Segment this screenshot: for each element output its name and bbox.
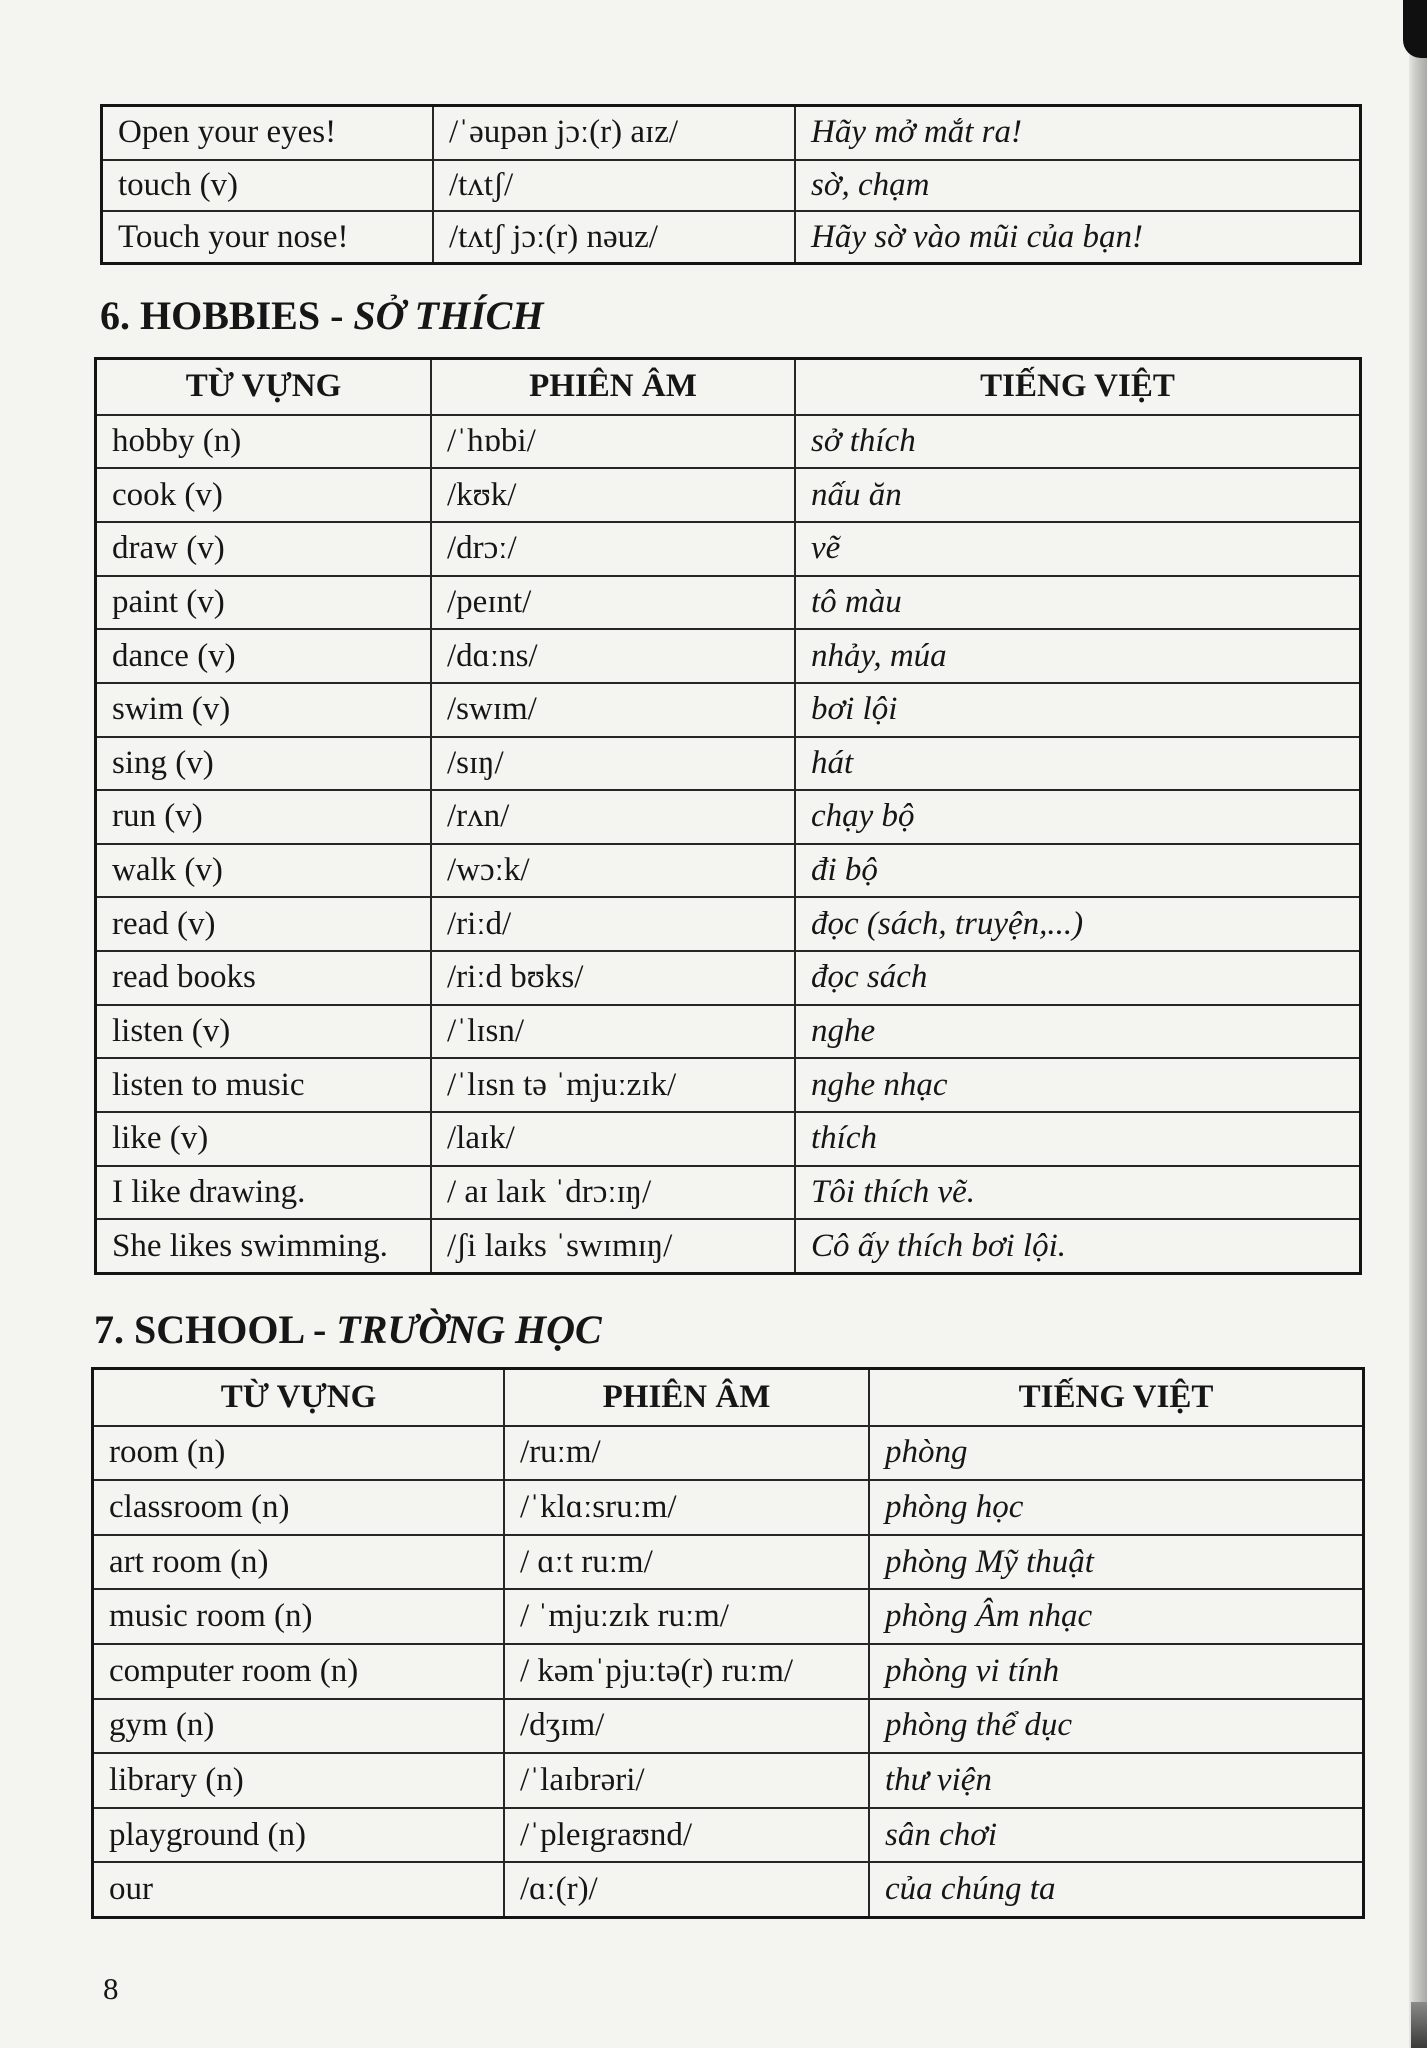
- table-row: [94, 1752, 1362, 1807]
- section-heading-hobbies: [100, 291, 543, 341]
- column-header-vietnamese: TIẾNG VIỆT: [794, 360, 1359, 414]
- section-heading-vietnamese: TRƯỜNG HỌC: [336, 1307, 602, 1352]
- section-heading-english: 7. SCHOOL -: [94, 1307, 327, 1352]
- vocab-word-cell: like (v): [112, 1120, 209, 1157]
- vocab-word-cell: dance (v): [112, 637, 236, 674]
- table-row: [97, 736, 1359, 790]
- vietnamese-meaning-cell: chạy bộ: [794, 791, 1359, 843]
- column-header-vocabulary: TỪ VỰNG: [220, 1378, 377, 1415]
- table-row: [94, 1698, 1362, 1753]
- phonetic-cell: / ˈmjuːzɪk ruːm/: [503, 1590, 868, 1643]
- vocab-word-cell: sing (v): [112, 744, 214, 781]
- vietnamese-meaning-cell: nghe nhạc: [794, 1059, 1359, 1111]
- table-row: [97, 575, 1359, 629]
- table-row: [103, 107, 1359, 159]
- phonetic-cell: / ɑːt ruːm/: [503, 1536, 868, 1589]
- vocab-word-cell: room (n): [109, 1434, 226, 1471]
- vietnamese-meaning-cell: bơi lội: [794, 684, 1359, 736]
- phonetic-cell: /laɪk/: [430, 1113, 794, 1165]
- table-row: [97, 628, 1359, 682]
- vocab-word-cell: read books: [112, 959, 256, 996]
- vocab-word-cell: Touch your nose!: [118, 218, 349, 255]
- section-heading-english: 6. HOBBIES -: [100, 293, 344, 338]
- vocab-word-cell: draw (v): [112, 530, 225, 567]
- table-row: [97, 467, 1359, 521]
- vocab-word-cell: walk (v): [112, 852, 223, 889]
- table-row: [103, 210, 1359, 262]
- table-row: [97, 521, 1359, 575]
- vocab-word-cell: run (v): [112, 798, 203, 835]
- continued-vocab-table: [100, 104, 1362, 265]
- phonetic-cell: /ˈpleɪgraʊnd/: [503, 1809, 868, 1862]
- school-vocab-table: [91, 1367, 1365, 1919]
- phonetic-cell: /ruːm/: [503, 1427, 868, 1480]
- vietnamese-meaning-cell: phòng Mỹ thuật: [868, 1536, 1362, 1589]
- vietnamese-meaning-cell: đọc (sách, truyện,...): [794, 898, 1359, 950]
- phonetic-cell: /drɔː/: [430, 523, 794, 575]
- vietnamese-meaning-cell: đọc sách: [794, 952, 1359, 1004]
- phonetic-cell: /peɪnt/: [430, 577, 794, 629]
- vietnamese-meaning-cell: Cô ấy thích bơi lội.: [794, 1220, 1359, 1272]
- table-row: [94, 1588, 1362, 1643]
- phonetic-cell: /ʃi laɪks ˈswɪmɪŋ/: [430, 1220, 794, 1272]
- phonetic-cell: /sɪŋ/: [430, 738, 794, 790]
- table-row: [97, 682, 1359, 736]
- vocab-word-cell: listen (v): [112, 1013, 231, 1050]
- vocab-word-cell: gym (n): [109, 1707, 215, 1744]
- vietnamese-meaning-cell: Hãy sờ vào mũi của bạn!: [794, 212, 1359, 262]
- column-header-phonetic: PHIÊN ÂM: [430, 360, 794, 414]
- scanner-corner-shadow: [1403, 0, 1427, 58]
- table-row: [94, 1479, 1362, 1534]
- vietnamese-meaning-cell: sở thích: [794, 416, 1359, 468]
- vietnamese-meaning-cell: phòng thể dục: [868, 1700, 1362, 1753]
- table-row: [94, 1425, 1362, 1480]
- phonetic-cell: /ˈlaɪbrəri/: [503, 1754, 868, 1807]
- table-row: [94, 1643, 1362, 1698]
- vietnamese-meaning-cell: phòng Âm nhạc: [868, 1590, 1362, 1643]
- vocab-word-cell: computer room (n): [109, 1652, 359, 1689]
- vietnamese-meaning-cell: sân chơi: [868, 1809, 1362, 1862]
- vocab-word-cell: Open your eyes!: [118, 114, 337, 151]
- vietnamese-meaning-cell: nghe: [794, 1006, 1359, 1058]
- vocab-word-cell: She likes swimming.: [112, 1227, 388, 1264]
- table-row: [97, 1165, 1359, 1219]
- page-edge-shadow: [1409, 0, 1427, 2048]
- phonetic-cell: /kʊk/: [430, 469, 794, 521]
- phonetic-cell: /swɪm/: [430, 684, 794, 736]
- phonetic-cell: /riːd/: [430, 898, 794, 950]
- vocab-word-cell: our: [109, 1871, 153, 1908]
- phonetic-cell: /rʌn/: [430, 791, 794, 843]
- phonetic-cell: /tʌtʃ/: [432, 161, 794, 211]
- vietnamese-meaning-cell: tô màu: [794, 577, 1359, 629]
- vietnamese-meaning-cell: Hãy mở mắt ra!: [794, 107, 1359, 159]
- vocab-word-cell: listen to music: [112, 1066, 305, 1103]
- page-number: 8: [103, 1971, 119, 2006]
- table-row: [97, 843, 1359, 897]
- vietnamese-meaning-cell: phòng: [868, 1427, 1362, 1480]
- vocab-word-cell: playground (n): [109, 1816, 307, 1853]
- vocab-word-cell: art room (n): [109, 1543, 269, 1580]
- vietnamese-meaning-cell: đi bộ: [794, 845, 1359, 897]
- vietnamese-meaning-cell: sờ, chạm: [794, 161, 1359, 211]
- phonetic-cell: /ɑː(r)/: [503, 1863, 868, 1916]
- phonetic-cell: /ˈklɑːsruːm/: [503, 1481, 868, 1534]
- table-header-row: [97, 360, 1359, 414]
- vietnamese-meaning-cell: thư viện: [868, 1754, 1362, 1807]
- vietnamese-meaning-cell: hát: [794, 738, 1359, 790]
- vietnamese-meaning-cell: phòng học: [868, 1481, 1362, 1534]
- table-row: [94, 1861, 1362, 1916]
- phonetic-cell: /ˈəupən jɔː(r) aɪz/: [432, 107, 794, 159]
- section-heading-vietnamese: SỞ THÍCH: [353, 293, 544, 338]
- phonetic-cell: /ˈlɪsn tə ˈmjuːzɪk/: [430, 1059, 794, 1111]
- vocab-word-cell: cook (v): [112, 476, 223, 513]
- vietnamese-meaning-cell: thích: [794, 1113, 1359, 1165]
- vietnamese-meaning-cell: Tôi thích vẽ.: [794, 1167, 1359, 1219]
- vietnamese-meaning-cell: nấu ăn: [794, 469, 1359, 521]
- table-row: [97, 1111, 1359, 1165]
- vocab-word-cell: library (n): [109, 1761, 244, 1798]
- vietnamese-meaning-cell: nhảy, múa: [794, 630, 1359, 682]
- column-header-vocabulary: TỪ VỰNG: [185, 368, 342, 405]
- table-header-row: [94, 1370, 1362, 1425]
- table-row: [97, 1004, 1359, 1058]
- table-row: [97, 1057, 1359, 1111]
- vocab-word-cell: music room (n): [109, 1598, 313, 1635]
- column-header-vietnamese: TIẾNG VIỆT: [868, 1370, 1362, 1425]
- vocab-word-cell: paint (v): [112, 583, 225, 620]
- phonetic-cell: /riːd bʊks/: [430, 952, 794, 1004]
- hobbies-vocab-table: [94, 357, 1362, 1275]
- table-row: [97, 414, 1359, 468]
- phonetic-cell: /dʒɪm/: [503, 1700, 868, 1753]
- section-heading-school: [94, 1305, 602, 1355]
- vietnamese-meaning-cell: vẽ: [794, 523, 1359, 575]
- phonetic-cell: / kəmˈpjuːtə(r) ruːm/: [503, 1645, 868, 1698]
- vocab-word-cell: classroom (n): [109, 1488, 290, 1525]
- scanner-bottom-shadow: [1411, 2002, 1427, 2048]
- vietnamese-meaning-cell: của chúng ta: [868, 1863, 1362, 1916]
- table-row: [103, 159, 1359, 211]
- phonetic-cell: /wɔːk/: [430, 845, 794, 897]
- table-row: [97, 789, 1359, 843]
- vocab-word-cell: hobby (n): [112, 422, 242, 459]
- table-row: [97, 896, 1359, 950]
- vocab-word-cell: read (v): [112, 905, 216, 942]
- vocab-word-cell: I like drawing.: [112, 1174, 306, 1211]
- phonetic-cell: /ˈlɪsn/: [430, 1006, 794, 1058]
- table-row: [94, 1534, 1362, 1589]
- vocab-word-cell: touch (v): [118, 166, 239, 203]
- phonetic-cell: /tʌtʃ jɔː(r) nəuz/: [432, 212, 794, 262]
- table-row: [94, 1807, 1362, 1862]
- phonetic-cell: / aɪ laɪk ˈdrɔːɪŋ/: [430, 1167, 794, 1219]
- vietnamese-meaning-cell: phòng vi tính: [868, 1645, 1362, 1698]
- phonetic-cell: /ˈhɒbi/: [430, 416, 794, 468]
- column-header-phonetic: PHIÊN ÂM: [503, 1370, 868, 1425]
- table-row: [97, 950, 1359, 1004]
- vocab-word-cell: swim (v): [112, 691, 231, 728]
- phonetic-cell: /dɑːns/: [430, 630, 794, 682]
- table-row: [97, 1218, 1359, 1272]
